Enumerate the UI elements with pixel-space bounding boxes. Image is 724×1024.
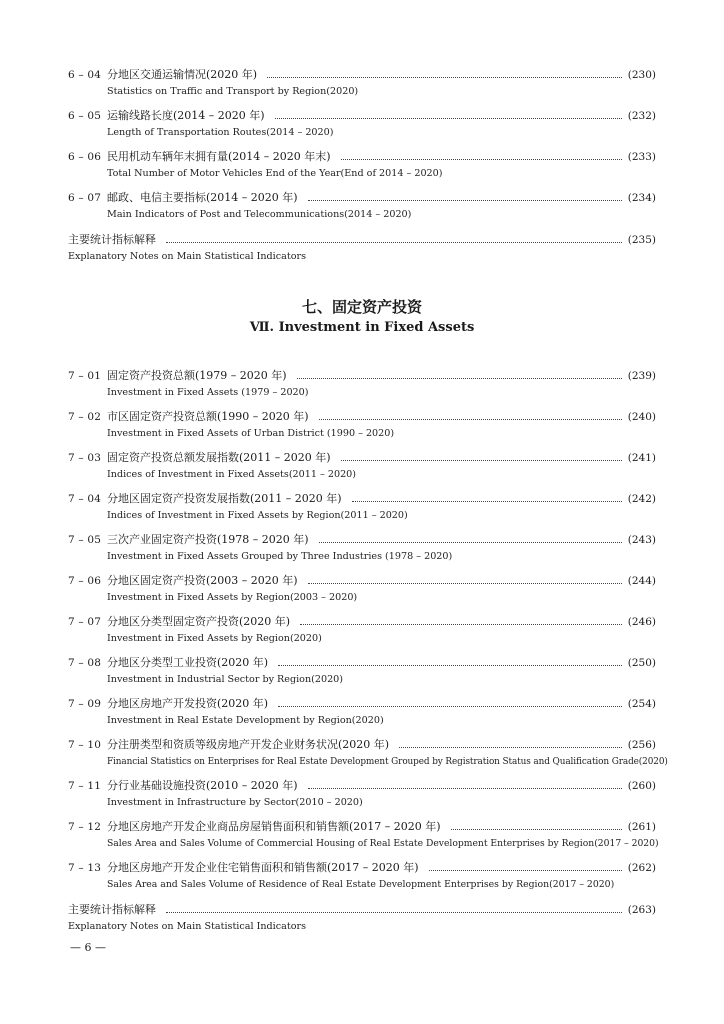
entry-title-en: Investment in Fixed Assets (1979 – 2020) [107, 387, 309, 398]
entry-title-cn: 分行业基础设施投资(2010 – 2020 年) [107, 779, 298, 792]
entry-title-en: Investment in Real Estate Development by Region(2020) [107, 715, 384, 726]
toc-entry [68, 859, 656, 893]
dot-leader [278, 665, 622, 666]
entry-title-en: Investment in Industrial Sector by Region(2020) [107, 674, 344, 685]
entry-title-en: Main Indicators of Post and Telecommunications(2014 – 2020) [107, 209, 412, 220]
dot-leader [429, 870, 622, 871]
entry-title-en: Financial Statistics on Enterprises for Real Estate Development Grouped by Registration Status and Qualification Grade(2020) [107, 757, 668, 767]
entry-title-en: Investment in Fixed Assets Grouped by Three Industries (1978 – 2020) [107, 551, 453, 562]
toc-entry [68, 901, 656, 935]
entry-page: (235) [627, 234, 656, 246]
entry-page: (262) [627, 862, 656, 874]
dot-leader [275, 118, 622, 119]
entry-code: 6 – 06 [68, 151, 102, 163]
entry-code: 7 – 11 [68, 780, 102, 792]
entry-title-en: Investment in Fixed Assets by Region(2003 – 2020) [107, 592, 358, 603]
entry-code: 6 – 05 [68, 110, 102, 122]
entry-title-cn: 分地区房地产开发投资(2020 年) [107, 697, 269, 710]
entry-page: (232) [627, 110, 656, 122]
entry-title-en: Explanatory Notes on Main Statistical Indicators [68, 251, 306, 262]
entry-code: 7 – 05 [68, 534, 102, 546]
entry-code: 7 – 03 [68, 452, 102, 464]
entry-code: 7 – 07 [68, 616, 102, 628]
entry-code: 7 – 09 [68, 698, 102, 710]
entry-page: (240) [627, 411, 656, 423]
dot-leader [308, 583, 622, 584]
entry-page: (261) [627, 821, 656, 833]
entry-title-cn: 市区固定资产投资总额(1990 – 2020 年) [107, 410, 309, 423]
entry-code: 6 – 07 [68, 192, 102, 204]
entry-title-en: Length of Transportation Routes(2014 – 2020) [107, 127, 334, 138]
dot-leader [308, 200, 622, 201]
toc-entry [68, 66, 656, 100]
entry-title-cn: 分注册类型和资质等级房地产开发企业财务状况(2020 年) [107, 738, 390, 751]
toc-entry [68, 107, 656, 141]
toc-entry [68, 695, 656, 729]
entry-title-en: Sales Area and Sales Volume of Commercial Housing of Real Estate Development Enterprises by Region(2017 – 2020) [107, 838, 659, 849]
entry-title-cn: 主要统计指标解释 [68, 233, 156, 246]
entry-title-cn: 民用机动车辆年末拥有量(2014 – 2020 年末) [107, 150, 331, 163]
entry-title-cn: 分地区房地产开发企业商品房屋销售面积和销售额(2017 – 2020 年) [107, 820, 441, 833]
dot-leader [319, 419, 622, 420]
entry-page: (263) [627, 904, 656, 916]
entry-page: (239) [627, 370, 656, 382]
toc-entry [68, 367, 656, 401]
toc-entry [68, 148, 656, 182]
dot-leader [300, 624, 622, 625]
entry-title-cn: 分地区交通运输情况(2020 年) [107, 68, 258, 81]
entry-page: (234) [627, 192, 656, 204]
toc-entry [68, 572, 656, 606]
dot-leader [341, 460, 622, 461]
entry-title-en: Investment in Fixed Assets by Region(2020) [107, 633, 322, 644]
toc-entry [68, 613, 656, 647]
entry-title-en: Indices of Investment in Fixed Assets by Region(2011 – 2020) [107, 510, 408, 521]
entry-title-cn: 主要统计指标解释 [68, 903, 156, 916]
dot-leader [308, 788, 622, 789]
toc-entry [68, 408, 656, 442]
entry-code: 7 – 13 [68, 862, 102, 874]
entry-title-en: Sales Area and Sales Volume of Residence of Real Estate Development Enterprises by Region(2017 – 2020) [107, 879, 615, 890]
entry-title-en: Indices of Investment in Fixed Assets(2011 – 2020) [107, 469, 357, 480]
section-title-cn: 七、固定资产投资 [301, 298, 422, 316]
toc-entry [68, 490, 656, 524]
entry-page: (241) [627, 452, 656, 464]
entry-title-cn: 固定资产投资总额(1979 – 2020 年) [107, 369, 287, 382]
page-number: — 6 — [70, 941, 106, 954]
entry-title-en: Statistics on Traffic and Transport by Region(2020) [107, 86, 359, 97]
entry-page: (260) [627, 780, 656, 792]
entry-title-cn: 分地区房地产开发企业住宅销售面积和销售额(2017 – 2020 年) [107, 861, 419, 874]
toc-entry [68, 231, 656, 265]
entry-page: (244) [627, 575, 656, 587]
entry-title-cn: 分地区固定资产投资(2003 – 2020 年) [107, 574, 298, 587]
dot-leader [399, 747, 622, 748]
dot-leader [319, 542, 622, 543]
entry-code: 7 – 01 [68, 370, 102, 382]
entry-title-cn: 三次产业固定资产投资(1978 – 2020 年) [107, 533, 309, 546]
entry-title-cn: 分地区分类型工业投资(2020 年) [107, 656, 269, 669]
dot-leader [166, 912, 622, 913]
entry-title-cn: 固定资产投资总额发展指数(2011 – 2020 年) [107, 451, 331, 464]
dot-leader [341, 159, 622, 160]
toc-entry [68, 736, 668, 770]
entry-page: (242) [627, 493, 656, 505]
section-title-en: Ⅶ. Investment in Fixed Assets [249, 320, 475, 335]
entry-code: 7 – 10 [68, 739, 102, 751]
entry-page: (246) [627, 616, 656, 628]
entry-title-cn: 分地区分类型固定资产投资(2020 年) [107, 615, 291, 628]
dot-leader [278, 706, 622, 707]
entry-title-en: Investment in Fixed Assets of Urban District (1990 – 2020) [107, 428, 395, 439]
entry-title-cn: 运输线路长度(2014 – 2020 年) [107, 109, 265, 122]
entry-page: (230) [627, 69, 656, 81]
entry-title-cn: 分地区固定资产投资发展指数(2011 – 2020 年) [107, 492, 342, 505]
entry-page: (233) [627, 151, 656, 163]
entry-code: 7 – 06 [68, 575, 102, 587]
entry-title-cn: 邮政、电信主要指标(2014 – 2020 年) [107, 191, 298, 204]
dot-leader [297, 378, 622, 379]
toc-entry [68, 654, 656, 688]
toc-entry [68, 449, 656, 483]
entry-code: 7 – 08 [68, 657, 102, 669]
entry-code: 7 – 02 [68, 411, 102, 423]
entry-title-en: Investment in Infrastructure by Sector(2010 – 2020) [107, 797, 363, 808]
entry-code: 6 – 04 [68, 69, 102, 81]
entry-title-en: Explanatory Notes on Main Statistical Indicators [68, 921, 306, 932]
entry-code: 7 – 12 [68, 821, 102, 833]
entry-page: (256) [627, 739, 656, 751]
entry-page: (250) [627, 657, 656, 669]
toc-entry [68, 777, 656, 811]
toc-entry [68, 818, 659, 852]
entry-page: (254) [627, 698, 656, 710]
dot-leader [267, 77, 622, 78]
dot-leader [352, 501, 622, 502]
toc-entry [68, 189, 656, 223]
entry-title-en: Total Number of Motor Vehicles End of the Year(End of 2014 – 2020) [107, 168, 443, 179]
entry-page: (243) [627, 534, 656, 546]
entry-code: 7 – 04 [68, 493, 102, 505]
dot-leader [451, 829, 622, 830]
dot-leader [166, 242, 622, 243]
toc-entry [68, 531, 656, 565]
